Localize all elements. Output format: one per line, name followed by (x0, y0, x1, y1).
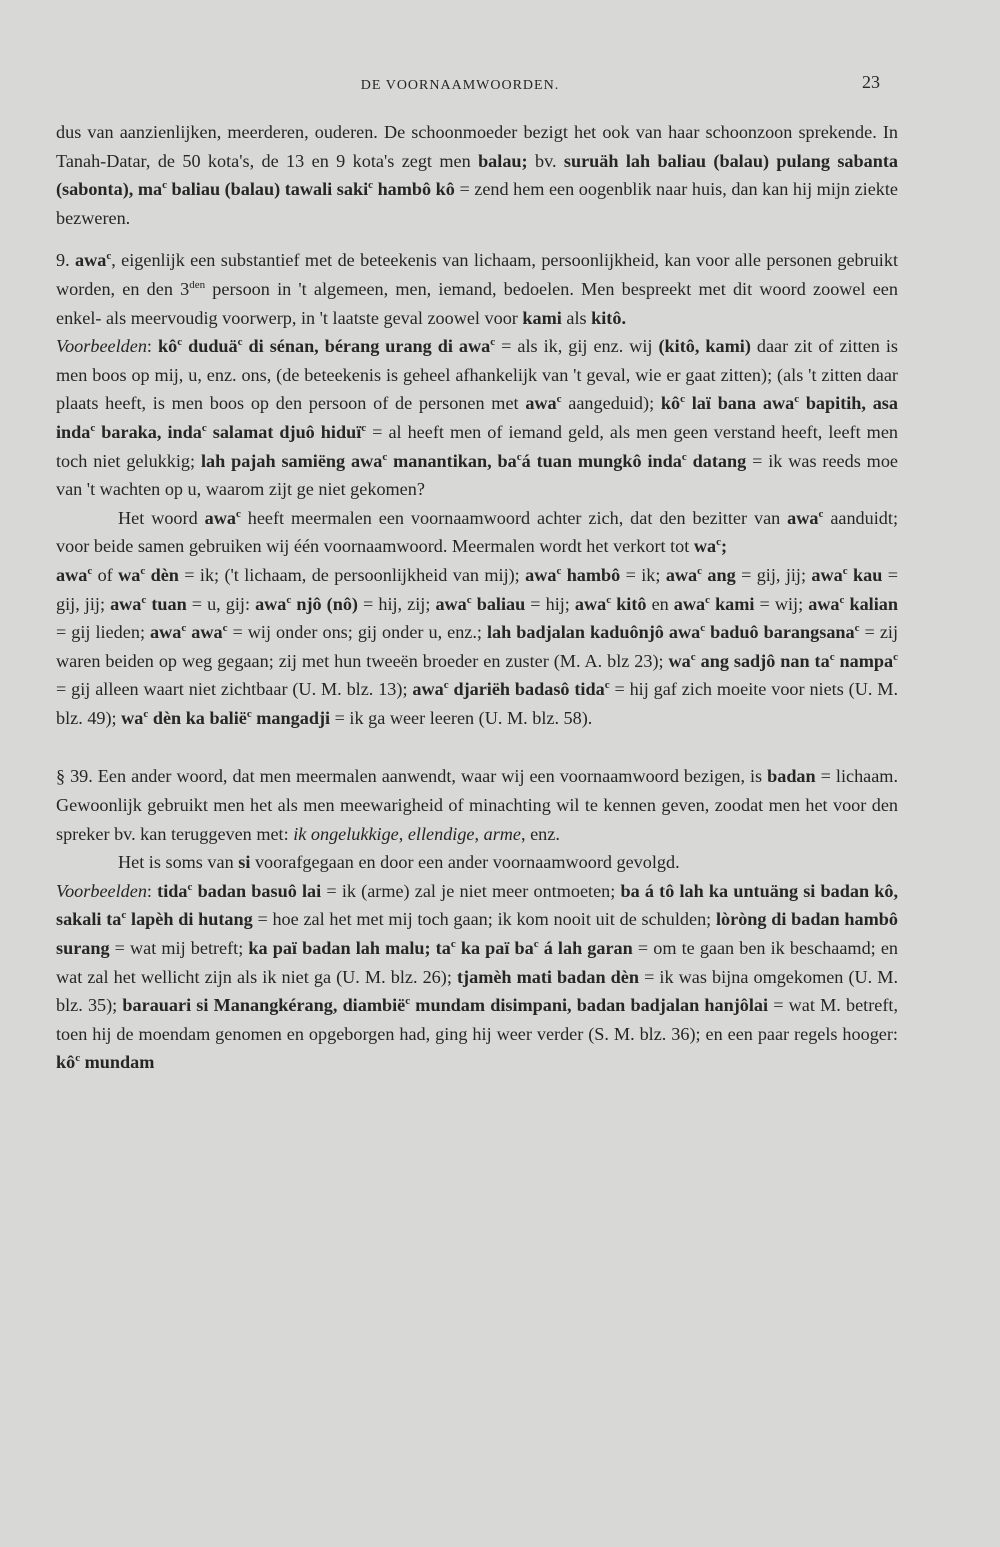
paragraph-si-badan: Het is soms van si voorafgegaan en door een ander voornaamwoord gevolgd. (118, 852, 680, 873)
running-head (0, 70, 1000, 100)
paragraph-awa-definition: 9. awa$^c$, eigenlijk een substantief met de beteekenis van lichaam, persoonlijkheid, kan voor alle personen gebruikt worden, en den $3^{den}$ persoon in 't algemeen, men, iemand, bedoelen. Men bespreekt met dit woord zoowel een enkel- als meervoudig voorwerp, in 't laatste geval zoowel voor kami als kitô. (56, 250, 898, 328)
paragraph-badan-examples: Voorbeelden: tida$^c$ badan basuô lai = ik (arme) zal je niet meer ontmoeten; ba á tô lah ka untuäng si badan kô, sakali $ta^c$ lapèh di hutang = hoe zal het met mij toch gaan; ik kom nooit uit de schulden; lòròng di badan hambô surang = wat mij betreft; ka paï badan lah malu; $ta^c$ ka paï $ba^c$ á lah garan = om te gaan ben ik beschaamd; en wat zal het wellicht zijn als ik niet ga (U. M. blz. 26); tjamèh mati badan dèn = ik was bijna omgekomen (U. M. blz. 35); barauari si Manangkérang, diambië$^c$ mundam disimpani, badan badjalan hanjôlai = wat M. betreft, toen hij de moendam genomen en opgeborgen had, ging hij weer verder (S. M. blz. 36); en een paar regels hooger: $kô^c$ mundam (56, 880, 899, 1073)
paragraph-balau: dus van aanzienlijken, meerderen, ouderen. De schoonmoeder bezigt het ook van haar schoonzoon sprekende. In Tanah-Datar, de 50 kota's, de 13 en 9 kota's zegt men balau; bv. suruäh lah baliau (balau) pulang sabanta (sabonta), $ma^c$ baliau (balau) tawali saki$^c$ hambô kô = zend hem een oogenblik naar huis, dan kan hij mijn ziekte bezweren. (56, 122, 898, 228)
body-text (56, 118, 898, 1077)
paragraph-awa-possessive: Het woord awa$^c$ heeft meermalen een voornaamwoord achter zich, dat den bezitter van awa$^c$ aanduidt; voor beide samen gebruiken wij één voornaamwoord. Meermalen wordt het verkort tot $wa^c$; (56, 507, 899, 557)
paragraph-awa-examples: Voorbeelden: $kô^c$ duduä$^c$ di sénan, bérang urang di awa$^c$ = als ik, gij enz. wij (kitô, kami) daar zit of zitten is men boos op mij, u, enz. ons, (de beteekenis is geheel afhankelijk van 't geval, wie er gaat zitten); (als 't zitten daar plaats heeft, is men boos op den persoon of de personen met awa$^c$ aangeduid); $kô^c$ laï bana awa$^c$ bapitih, asa inda$^c$ baraka, inda$^c$ salamat djuô hiduï$^c$ = al heeft men of iemand geld, als men geen verstand heeft, leeft men toch niet gelukkig; lah pajah samiëng awa$^c$ manantikan, $ba^cá$ tuan mungkô inda$^c$ datang = ik was reeds moe van 't wachten op u, waarom zijt ge niet gekomen? (56, 336, 899, 500)
paragraph-section-39: § 39. Een ander woord, dat men meermalen aanwendt, waar wij een voornaamwoord bezigen, is badan = lichaam. Gewoonlijk gebruikt men het als men meewarigheid of minachting wil te kennen geven, zoodat men het voor den spreker bv. kan teruggeven met: ik ongelukkige, ellendige, arme, enz. (56, 766, 898, 844)
paragraph-awa-forms: awa$^c$ of $wa^c$ dèn = ik; ('t lichaam, de persoonlijkheid van mij); awa$^c$ hambô = ik; awa$^c$ ang = gij, jij; awa$^c$ kau = gij, jij; awa$^c$ tuan = u, gij: awa$^c$ njô (nô) = hij, zij; awa$^c$ baliau = hij; awa$^c$ kitô en awa$^c$ kami = wij; awa$^c$ kalian = gij lieden; awa$^c$ awa$^c$ = wij onder ons; gij onder u, enz.; lah badjalan kaduônjô awa$^c$ baduô barangsana$^c$ = zij waren beiden op weg gegaan; zij met hun tweeën broeder en zuster (M. A. blz 23); $wa^c$ ang sadjô nan $ta^c$ nampa$^c$ = gij alleen waart niet zichtbaar (U. M. blz. 13); awa$^c$ djariëh badasô tida$^c$ = hij gaf zich moeite voor niets (U. M. blz. 49); $wa^c$ dèn ka balië$^c$ mangadji = ik ga weer leeren (U. M. blz. 58). (56, 564, 898, 728)
running-head-title: DE VOORNAAMWOORDEN. (360, 78, 560, 93)
page-number: 23 (862, 72, 880, 92)
